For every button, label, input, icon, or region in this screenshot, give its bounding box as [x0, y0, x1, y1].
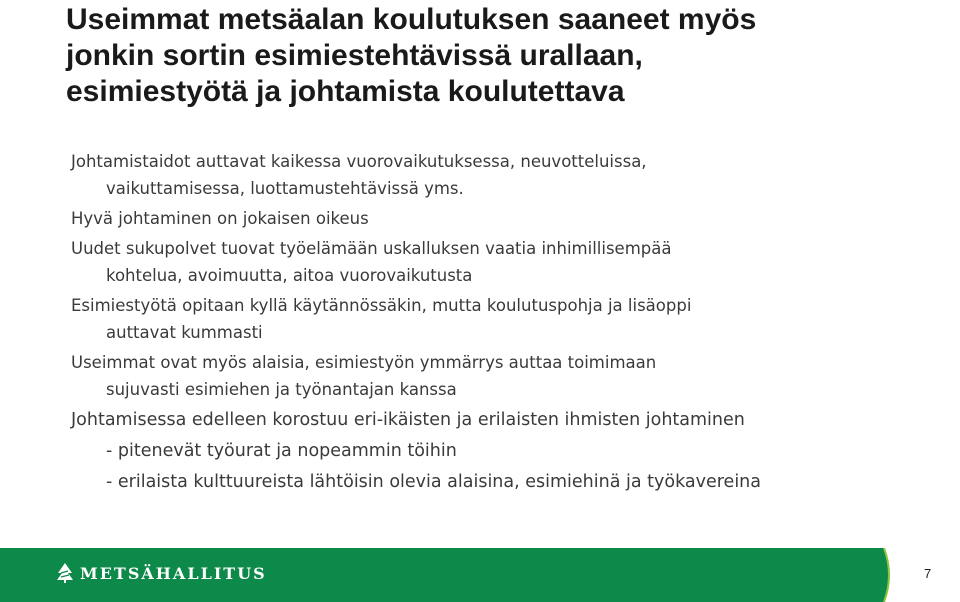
paragraph-longer-careers	[71, 438, 951, 465]
text-line: Johtamistaidot auttavat kaikessa vuorovaikutuksessa, neuvotteluissa,	[71, 152, 647, 171]
slide-body	[71, 148, 951, 496]
paragraph-leadership-skills	[71, 148, 951, 202]
tree-icon	[56, 562, 74, 584]
text-line: Esimiestyötä opitaan kyllä käytännössäkin, mutta koulutuspohja ja lisäoppi	[71, 296, 692, 315]
paragraph-good-leadership	[71, 205, 951, 232]
text-line: sujuvasti esimiehen ja työnantajan kanssa	[106, 380, 457, 399]
metsahallitus-logo	[56, 562, 267, 584]
text-line: Uudet sukupolvet tuovat työelämään uskalluksen vaatia inhimillisempää	[71, 239, 672, 258]
text-line: Hyvä johtaminen on jokaisen oikeus	[71, 209, 369, 228]
text-line: auttavat kummasti	[106, 323, 263, 342]
text-line: Useimmat ovat myös alaisia, esimiestyön ymmärrys auttaa toimimaan	[71, 353, 657, 372]
slide-title	[66, 2, 926, 110]
slide-title-line: jonkin sortin esimiestehtävissä urallaan,	[66, 39, 643, 72]
paragraph-subordinates	[71, 349, 951, 403]
logo-text: METSÄHALLITUS	[80, 563, 267, 583]
text-line: - erilaista kulttuureista lähtöisin olevia alaisina, esimiehinä ja työkavereina	[106, 472, 762, 492]
text-line: vaikuttamisessa, luottamustehtävissä yms.	[106, 179, 464, 198]
slide-title-line: esimiestyötä ja johtamista koulutettava	[66, 75, 625, 108]
paragraph-diverse-leadership	[71, 407, 951, 434]
paragraph-learning-on-job	[71, 292, 951, 346]
page-number: 7	[924, 566, 932, 581]
paragraph-new-generations	[71, 235, 951, 289]
footer-curve-decoration	[876, 548, 896, 602]
text-line: kohtelua, avoimuutta, aitoa vuorovaikutusta	[106, 266, 473, 285]
slide-title-line: Useimmat metsäalan koulutuksen saaneet myös	[66, 3, 757, 36]
paragraph-cultures	[71, 469, 951, 496]
text-line: Johtamisessa edelleen korostuu eri-ikäisten ja erilaisten ihmisten johtaminen	[71, 410, 745, 430]
text-line: - pitenevät työurat ja nopeammin töihin	[106, 441, 457, 461]
